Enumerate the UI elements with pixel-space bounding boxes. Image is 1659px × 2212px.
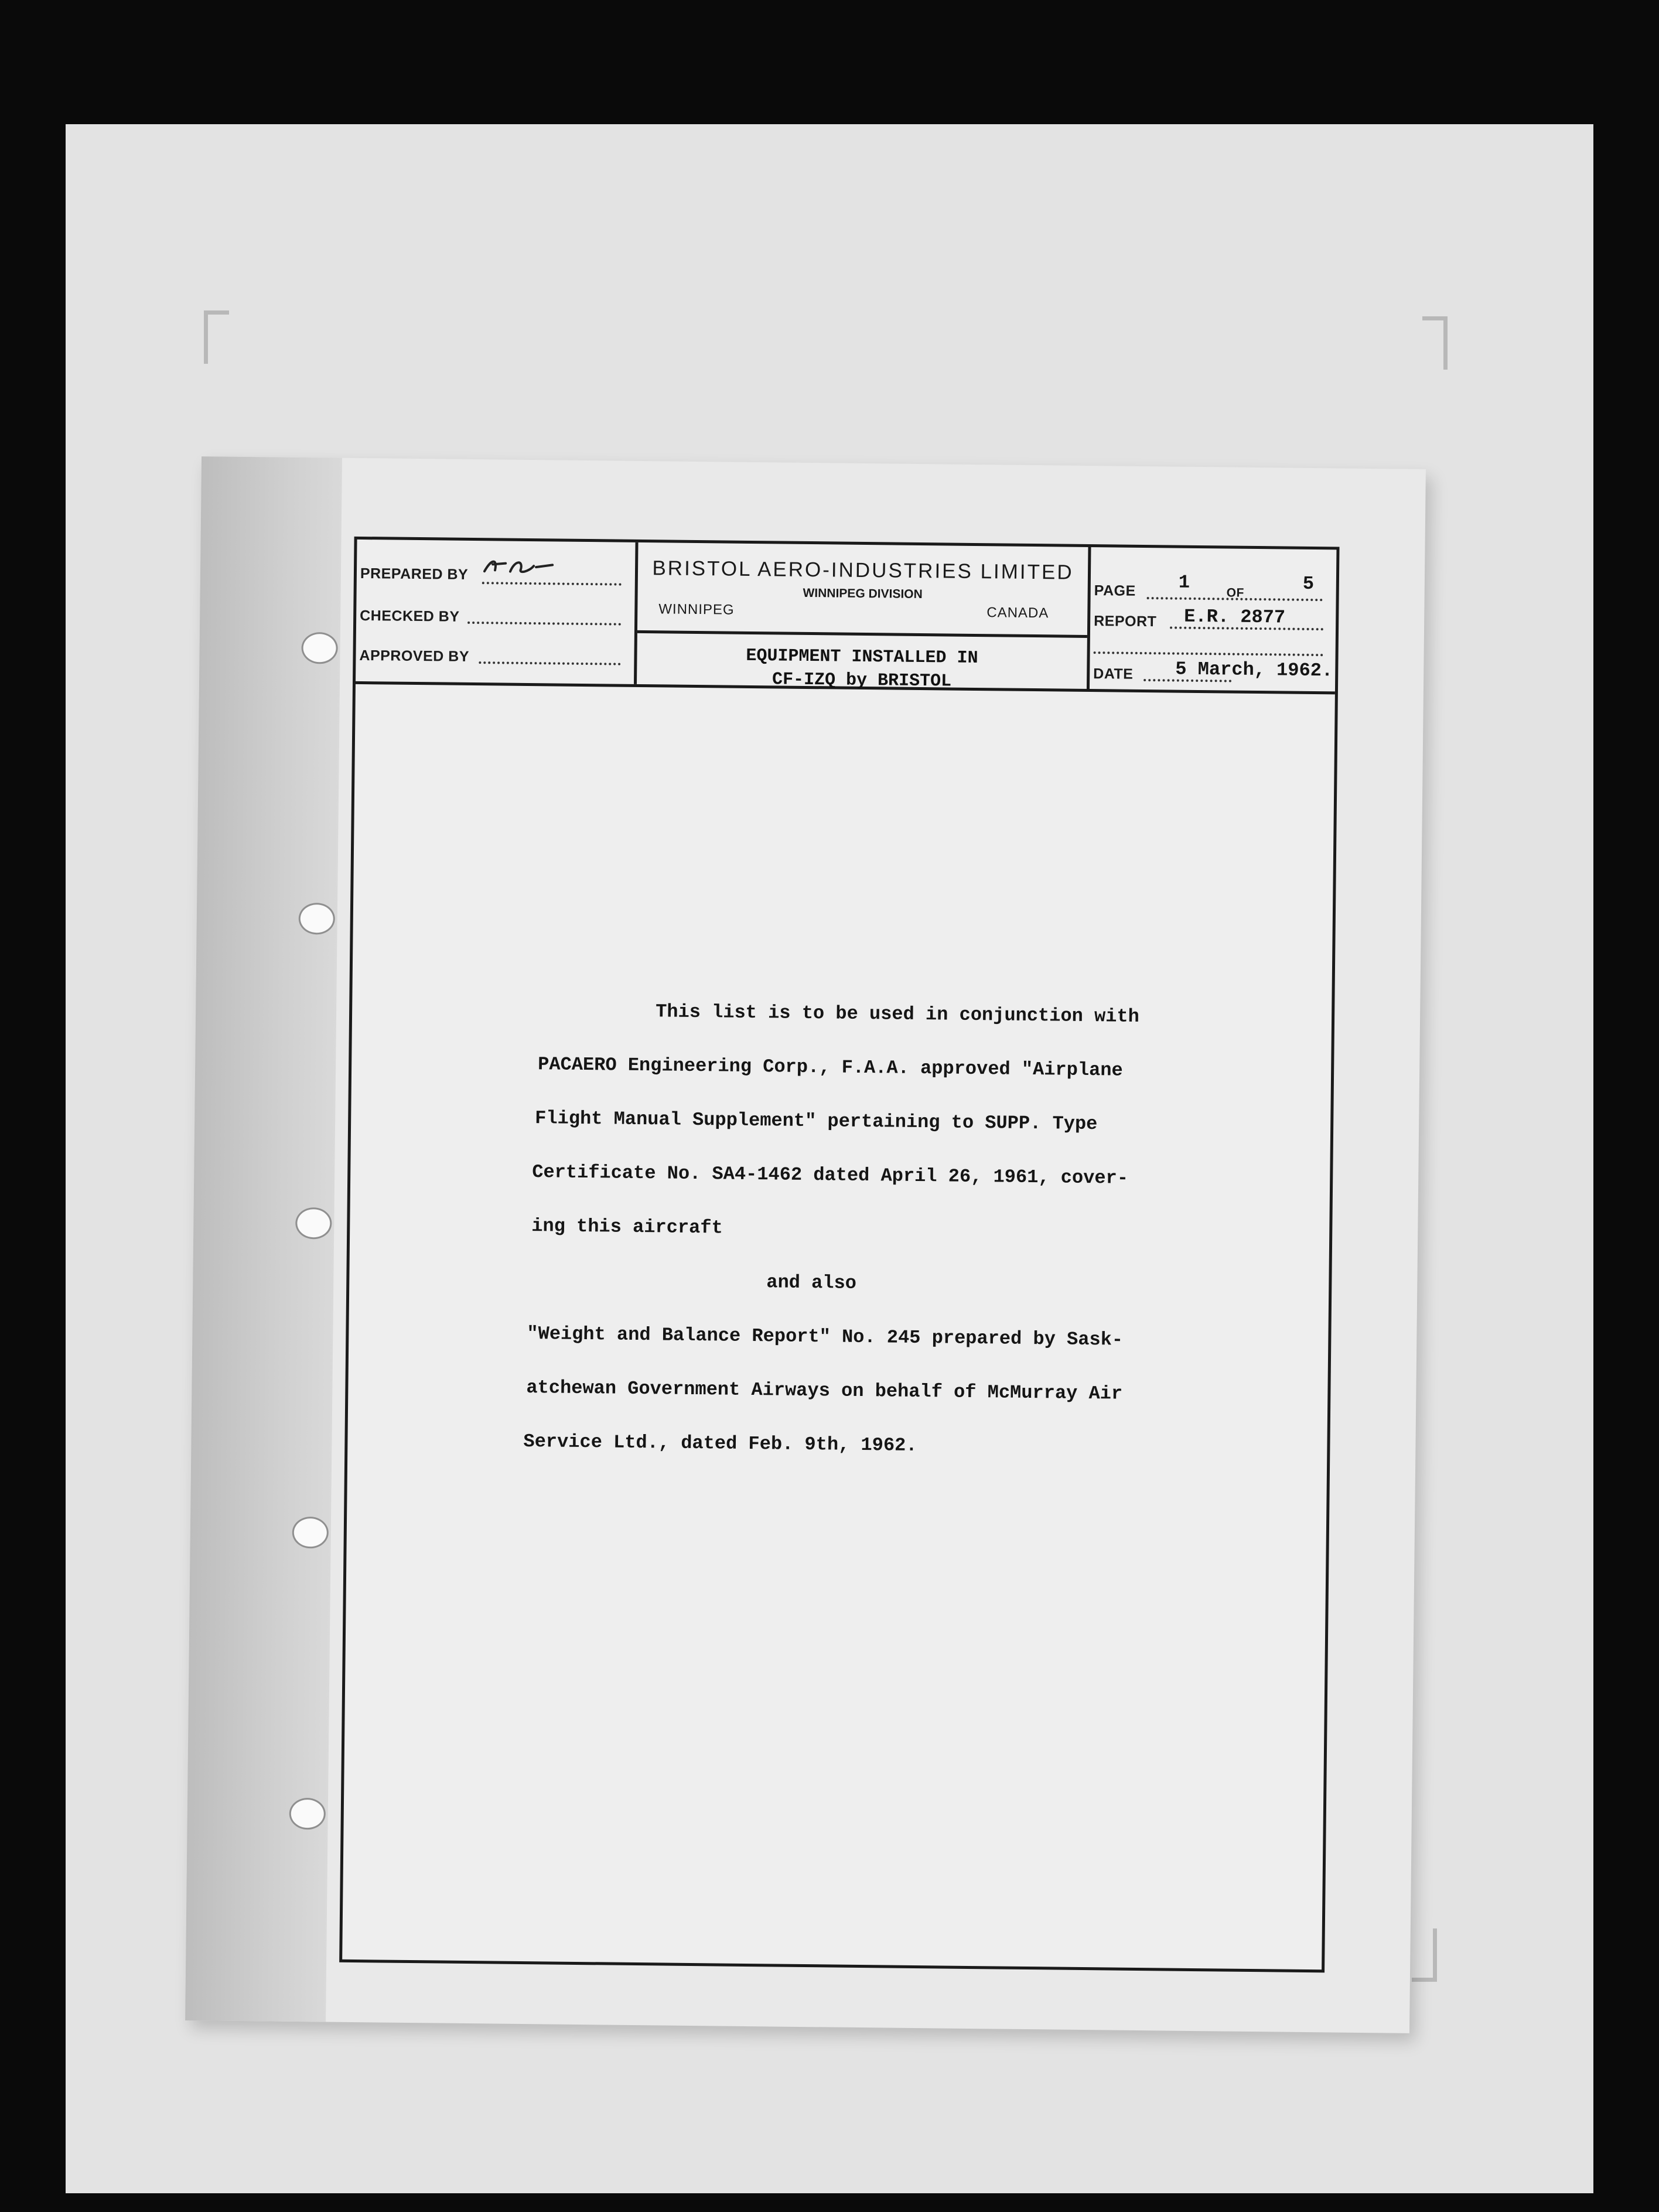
report-number: E.R. 2877 bbox=[1184, 605, 1286, 629]
form-header bbox=[356, 540, 1336, 694]
punch-hole bbox=[301, 632, 338, 664]
approved-by-label: APPROVED BY bbox=[359, 647, 470, 665]
punch-hole bbox=[299, 903, 336, 935]
body-line: atchewan Government Airways on behalf of McMurray Air bbox=[526, 1377, 1123, 1405]
body-line: This list is to be used in conjunction with bbox=[655, 1001, 1140, 1028]
of-label: OF bbox=[1226, 586, 1244, 600]
company-block bbox=[637, 542, 1091, 692]
body-line: "Weight and Balance Report" No. 245 prepared by Sask- bbox=[527, 1323, 1124, 1351]
header-divider bbox=[637, 630, 1087, 638]
division-name: WINNIPEG DIVISION bbox=[803, 586, 923, 602]
country-name: CANADA bbox=[986, 605, 1049, 622]
checked-by-label: CHECKED BY bbox=[360, 607, 460, 625]
subject-line-2: CF-IZQ by BRISTOL bbox=[772, 670, 952, 692]
page-total: 5 bbox=[1302, 572, 1315, 595]
checked-by-line bbox=[467, 622, 621, 626]
prepared-by-label: PREPARED BY bbox=[360, 565, 469, 583]
approved-by-line bbox=[479, 661, 620, 665]
page-label: PAGE bbox=[1094, 582, 1136, 599]
report-subject bbox=[637, 643, 1087, 695]
subject-line-1: EQUIPMENT INSTALLED IN bbox=[746, 646, 978, 669]
body-line: Certificate No. SA4-1462 dated April 26, 1961, cover- bbox=[532, 1161, 1129, 1189]
signoff-block bbox=[356, 540, 639, 684]
date-label: DATE bbox=[1093, 665, 1134, 682]
punch-hole bbox=[289, 1798, 326, 1830]
corner-mark-top-left bbox=[204, 310, 229, 364]
report-label: REPORT bbox=[1094, 613, 1157, 630]
punch-hole bbox=[292, 1517, 329, 1549]
report-meta-block bbox=[1090, 547, 1337, 691]
corner-mark-top-right bbox=[1422, 316, 1448, 370]
blank-line bbox=[1094, 651, 1323, 656]
report-sheet bbox=[185, 456, 1426, 2033]
body-line: ing this aircraft bbox=[531, 1215, 723, 1239]
connector-line: and also bbox=[766, 1271, 857, 1294]
city-name: WINNIPEG bbox=[658, 601, 735, 618]
corner-mark-bottom-right bbox=[1412, 1928, 1437, 1982]
body-line: Service Ltd., dated Feb. 9th, 1962. bbox=[523, 1430, 917, 1457]
page-number: 1 bbox=[1178, 571, 1190, 593]
punch-hole bbox=[295, 1207, 332, 1240]
prepared-by-line bbox=[482, 582, 622, 585]
binding-strip bbox=[185, 456, 342, 2022]
body-line: Flight Manual Supplement" pertaining to SUPP. Type bbox=[535, 1107, 1098, 1135]
date-value: 5 March, 1962. bbox=[1175, 658, 1333, 682]
body-line: PACAERO Engineering Corp., F.A.A. approved "Airplane bbox=[538, 1053, 1123, 1081]
company-name: BRISTOL AERO-INDUSTRIES LIMITED bbox=[652, 557, 1074, 584]
report-form bbox=[339, 537, 1339, 1972]
initials-signature bbox=[480, 554, 556, 578]
